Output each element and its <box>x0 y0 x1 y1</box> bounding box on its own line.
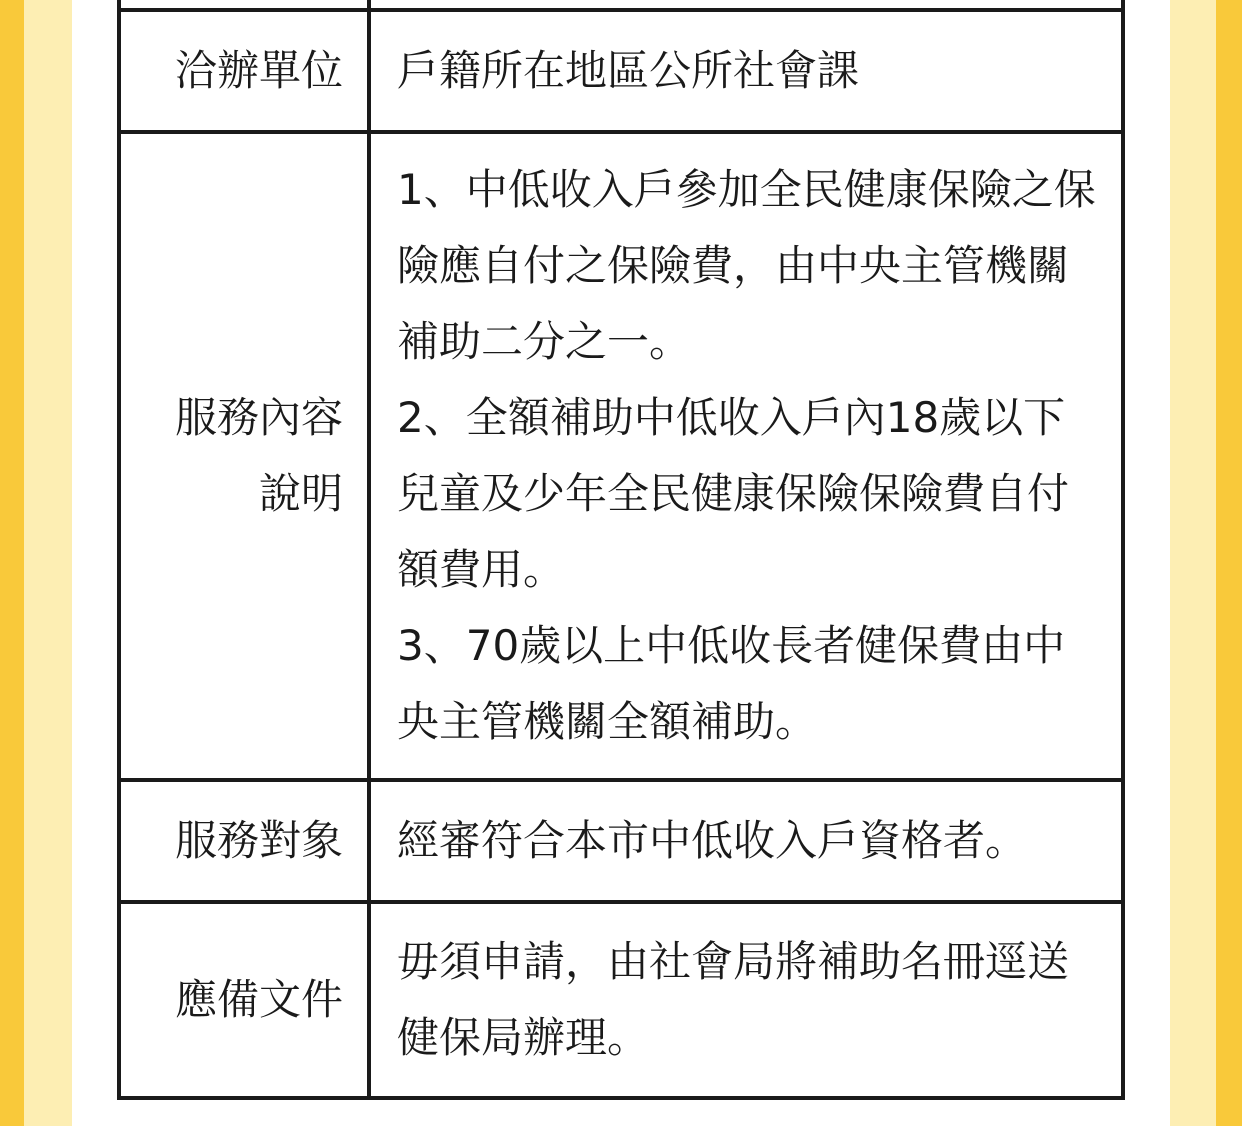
service-description-label-line2: 說明 <box>258 469 343 518</box>
table-row-required-documents <box>119 902 1123 1098</box>
service-info-table <box>117 0 1125 1100</box>
left-border-stripe <box>0 0 24 1126</box>
table-cell-partial-label <box>119 0 369 10</box>
eligibility-label: 服務對象 <box>119 780 369 902</box>
service-item-1: 1、中低收入戶參加全民健康保險之保險應自付之保險費，由中央主管機關補助二分之一。 <box>397 165 1096 366</box>
service-item-3: 3、70歲以上中低收長者健保費由中央主管機關全額補助。 <box>397 621 1066 746</box>
table-cell-partial-value <box>369 0 1123 10</box>
table-row-office <box>119 10 1123 132</box>
service-description-label <box>119 132 369 780</box>
office-label: 洽辦單位 <box>119 10 369 132</box>
service-description-label-line1: 服務內容 <box>174 393 343 442</box>
table-row-eligibility <box>119 780 1123 902</box>
service-description-value <box>369 132 1123 780</box>
table-row-service-description <box>119 132 1123 780</box>
office-value: 戶籍所在地區公所社會課 <box>369 10 1123 132</box>
eligibility-value: 經審符合本市中低收入戶資格者。 <box>369 780 1123 902</box>
right-border-stripe <box>1216 0 1242 1126</box>
service-item-2: 2、全額補助中低收入戶內18歲以下兒童及少年全民健康保險保險費自付額費用。 <box>397 393 1070 594</box>
left-inner-stripe <box>24 0 72 1126</box>
required-documents-value: 毋須申請，由社會局將補助名冊逕送健保局辦理。 <box>369 902 1123 1098</box>
right-inner-stripe <box>1170 0 1216 1126</box>
table-row-partial-top <box>119 0 1123 10</box>
required-documents-label: 應備文件 <box>119 902 369 1098</box>
